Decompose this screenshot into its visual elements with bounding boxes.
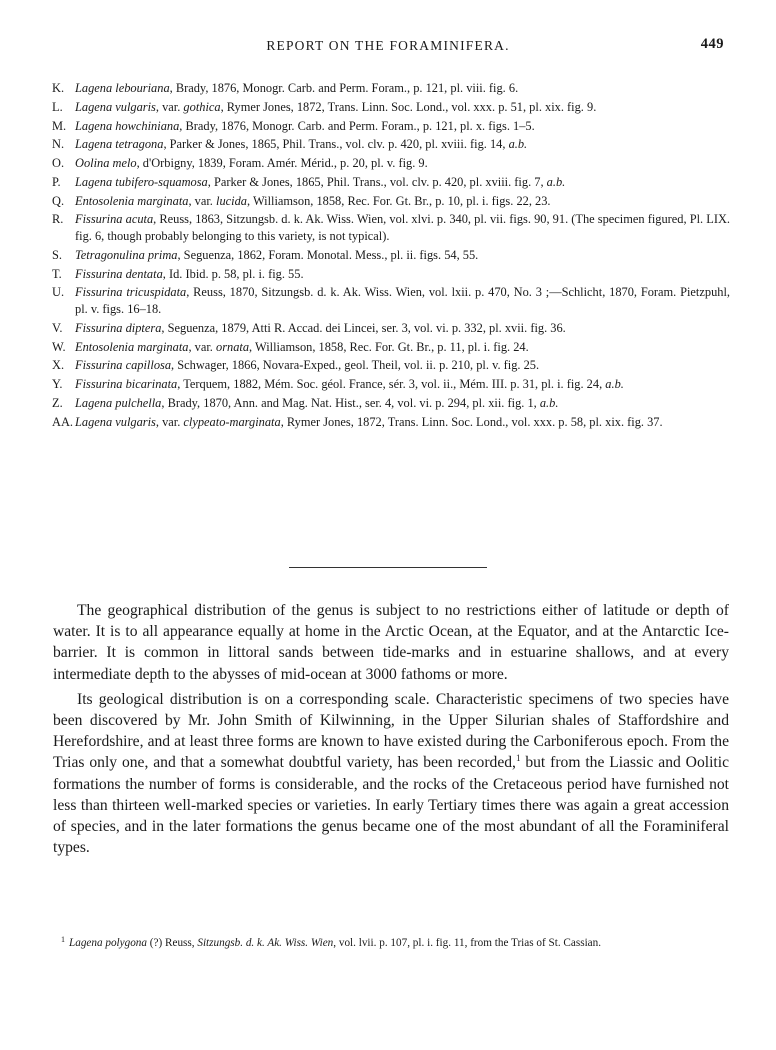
entry-variety: lucida: [216, 193, 247, 208]
entry-letter: K.: [52, 81, 65, 95]
entry-species: Lagena howchiniana: [75, 118, 180, 133]
entry-var-label: , var.: [188, 193, 216, 208]
entry-letter: M.: [52, 118, 67, 133]
entry-body: [75, 395, 730, 412]
entry-species: Lagena vulgaris: [75, 414, 156, 429]
entry-body: [75, 339, 730, 356]
section-divider: [289, 567, 487, 568]
entry-letter: V.: [52, 320, 63, 335]
explanation-entry: [52, 395, 730, 412]
entry-reference: , Williamson, 1858, Rec. For. Gt. Br., p. 11, pl. i. fig. 24.: [249, 339, 529, 354]
explanation-entry: [52, 376, 730, 393]
entry-species: Lagena tubifero-squamosa: [75, 174, 208, 189]
entry-reference: , Seguenza, 1862, Foram. Monotal. Mess., pl. ii. figs. 54, 55.: [177, 247, 479, 262]
entry-reference: , Parker & Jones, 1865, Phil. Trans., vol. clv. p. 420, pl. xviii. fig. 7,: [207, 174, 547, 189]
running-header: [0, 38, 776, 60]
paragraph-text-continued: but from the Liassic and Oolitic formations the number of forms is considerable, and the rocks of the Cretaceous period have furnished not less than thirteen well-marked species or varieties. In early Tertiary times there was again a great accession of species, and in the later formations the genus became one of the most abundant of all the Foraminiferal types.: [53, 754, 729, 857]
entry-body: [75, 174, 730, 191]
explanation-entry: [52, 99, 730, 116]
entry-body: [75, 414, 730, 431]
entry-reference: , Brady, 1876, Monogr. Carb. and Perm. Foram., p. 121, pl. viii. fig. 6.: [169, 81, 519, 95]
entry-species: Entosolenia marginata: [75, 339, 189, 354]
entry-body: [75, 247, 730, 264]
footnote-marker: 1: [61, 935, 65, 944]
explanation-entry: [52, 118, 730, 135]
entry-reference: , Schwager, 1866, Novara-Exped., geol. Theil, vol. ii. p. 210, pl. v. fig. 25.: [171, 358, 540, 373]
entry-body: [75, 136, 730, 153]
entry-reference: , d'Orbigny, 1839, Foram. Amér. Mérid., p. 20, pl. v. fig. 9.: [136, 156, 428, 171]
explanation-entry: [52, 80, 730, 97]
entry-species: Tetragonulina prima: [75, 247, 178, 262]
entry-species: Lagena lebouriana: [75, 81, 170, 95]
entry-reference: , Terquem, 1882, Mém. Soc. géol. France, sér. 3, vol. ii., Mém. III. p. 31, pl. i. fig. 24,: [177, 377, 606, 392]
body-text: [53, 600, 729, 862]
footnote-text: , vol. lvii. p. 107, pl. i. fig. 11, from the Trias of St. Cassian.: [333, 937, 602, 949]
entry-species: Fissurina capillosa: [75, 358, 172, 373]
entry-letter: W.: [52, 339, 66, 354]
entry-figure-suffix: a.b.: [539, 395, 559, 410]
explanation-entry: [52, 211, 730, 244]
explanation-entry: [52, 174, 730, 191]
entry-figure-suffix: a.b.: [508, 137, 528, 152]
entry-letter: X.: [52, 358, 65, 373]
entry-letter: R.: [52, 212, 64, 227]
entry-body: [75, 266, 730, 283]
paragraph-text: Its geological distribution is on a corresponding scale. Characteristic specimens of two species have been discovered by Mr. John Smith of Kilwinning, in the Upper Silurian shales of Staffordshire and Herefordshire, and at least three forms are known to have existed during the Carboniferous epoch. From the Trias only one, and that a somewhat doubtful variety, has been recorded,: [53, 690, 729, 772]
explanation-entry: [52, 155, 730, 172]
entry-body: [75, 211, 730, 244]
explanation-entry: [52, 414, 730, 431]
entry-species: Lagena pulchella: [75, 395, 162, 410]
running-title: REPORT ON THE FORAMINIFERA.: [266, 38, 510, 53]
entry-species: Lagena vulgaris: [75, 99, 156, 114]
explanation-entry: [52, 266, 730, 283]
entry-body: [75, 376, 730, 393]
explanation-entry: [52, 339, 730, 356]
entry-reference: , Rymer Jones, 1872, Trans. Linn. Soc. Lond., vol. xxx. p. 58, pl. xix. fig. 37.: [280, 414, 663, 429]
entry-reference: , Brady, 1876, Monogr. Carb. and Perm. Foram., p. 121, pl. x. figs. 1–5.: [179, 118, 535, 133]
entry-body: [75, 284, 730, 317]
entry-species: Fissurina diptera: [75, 320, 162, 335]
footnote-species: Lagena polygona: [69, 937, 147, 949]
entry-letter: P.: [52, 174, 61, 189]
entry-reference: , Reuss, 1863, Sitzungsb. d. k. Ak. Wiss. Wien, vol. xlvi. p. 340, pl. vii. figs. 90, 91. (The specimen figured, Pl. LIX. fig. 6, though probably belonging to this variety, is not typical).: [75, 212, 730, 244]
entry-reference: , Rymer Jones, 1872, Trans. Linn. Soc. Lond., vol. xxx. p. 51, pl. xix. fig. 9.: [220, 99, 597, 114]
entry-reference: , Parker & Jones, 1865, Phil. Trans., vol. clv. p. 420, pl. xviii. fig. 14,: [163, 137, 509, 152]
entry-variety: clypeato-marginata: [183, 414, 281, 429]
entry-var-label: , var.: [155, 99, 184, 114]
footnote: [53, 932, 729, 951]
entry-letter: Y.: [52, 377, 63, 392]
entry-reference: , Id. Ibid. p. 58, pl. i. fig. 55.: [162, 266, 304, 281]
explanation-entry: [52, 247, 730, 264]
entry-reference: , Brady, 1870, Ann. and Mag. Nat. Hist., ser. 4, vol. vi. p. 294, pl. xii. fig. 1,: [161, 395, 540, 410]
entry-variety: gothica: [183, 99, 221, 114]
entry-species: Oolina melo: [75, 156, 137, 171]
paragraph-text: The geographical distribution of the genus is subject to no restrictions either of latitude or depth of water. It is to all appearance equally at home in the Arctic Ocean, at the Equator, and at the Antarctic Ice-barrier. It is common in littoral sands between tide-marks and in estuarine shallows, and at every intermediate depth to the abysses of mid-ocean at 3000 fathoms or more.: [53, 602, 729, 683]
footnote-journal: Sitzungsb. d. k. Ak. Wiss. Wien: [197, 937, 334, 949]
paragraph-geological-distribution: [53, 689, 729, 859]
page-number: 449: [700, 36, 724, 52]
entry-species: Entosolenia marginata: [75, 193, 189, 208]
entry-letter: L.: [52, 99, 63, 114]
entry-letter: U.: [52, 285, 65, 300]
entry-body: [75, 357, 730, 374]
explanation-entry: [52, 284, 730, 317]
entry-letter: Z.: [52, 395, 63, 410]
entry-body: [75, 118, 730, 135]
entry-reference: , Reuss, 1870, Sitzungsb. d. k. Ak. Wiss. Wien, vol. lxii. p. 470, No. 3 ;—Schlicht, 1870, Foram. Pietzpuhl, pl. v. figs. 16–18.: [75, 285, 731, 316]
entry-species: Fissurina tricuspidata: [75, 285, 187, 300]
entry-var-label: , var.: [155, 414, 184, 429]
entry-reference: , Williamson, 1858, Rec. For. Gt. Br., p. 10, pl. i. figs. 22, 23.: [246, 193, 551, 208]
entry-figure-suffix: a.b.: [546, 174, 566, 189]
paragraph-geographical-distribution: [53, 600, 729, 685]
entry-letter: N.: [52, 137, 65, 152]
entry-letter: S.: [52, 247, 62, 262]
entry-species: Fissurina dentata: [75, 266, 163, 281]
entry-species: Fissurina bicarinata: [75, 377, 178, 392]
entry-species: Lagena tetragona: [75, 137, 164, 152]
entry-var-label: , var.: [188, 339, 216, 354]
entry-body: [75, 80, 730, 97]
entry-body: [75, 99, 730, 116]
entry-letter: O.: [52, 156, 65, 171]
figure-explanation-list: [52, 80, 730, 432]
footnote-reference[interactable]: 1: [515, 753, 521, 764]
entry-letter: AA.: [52, 414, 73, 429]
explanation-entry: [52, 320, 730, 337]
entry-letter: Q.: [52, 193, 65, 208]
explanation-entry: [52, 193, 730, 210]
entry-letter: T.: [52, 266, 62, 281]
entry-species: Fissurina acuta: [75, 212, 154, 227]
footnote-query: (?) Reuss,: [147, 937, 198, 949]
entry-body: [75, 155, 730, 172]
entry-variety: ornata: [216, 339, 250, 354]
entry-body: [75, 320, 730, 337]
entry-body: [75, 193, 730, 210]
explanation-entry: [52, 136, 730, 153]
entry-reference: , Seguenza, 1879, Atti R. Accad. dei Lincei, ser. 3, vol. vi. p. 332, pl. xvii. fig. 36.: [161, 320, 566, 335]
entry-figure-suffix: a.b.: [605, 377, 624, 392]
explanation-entry: [52, 357, 730, 374]
